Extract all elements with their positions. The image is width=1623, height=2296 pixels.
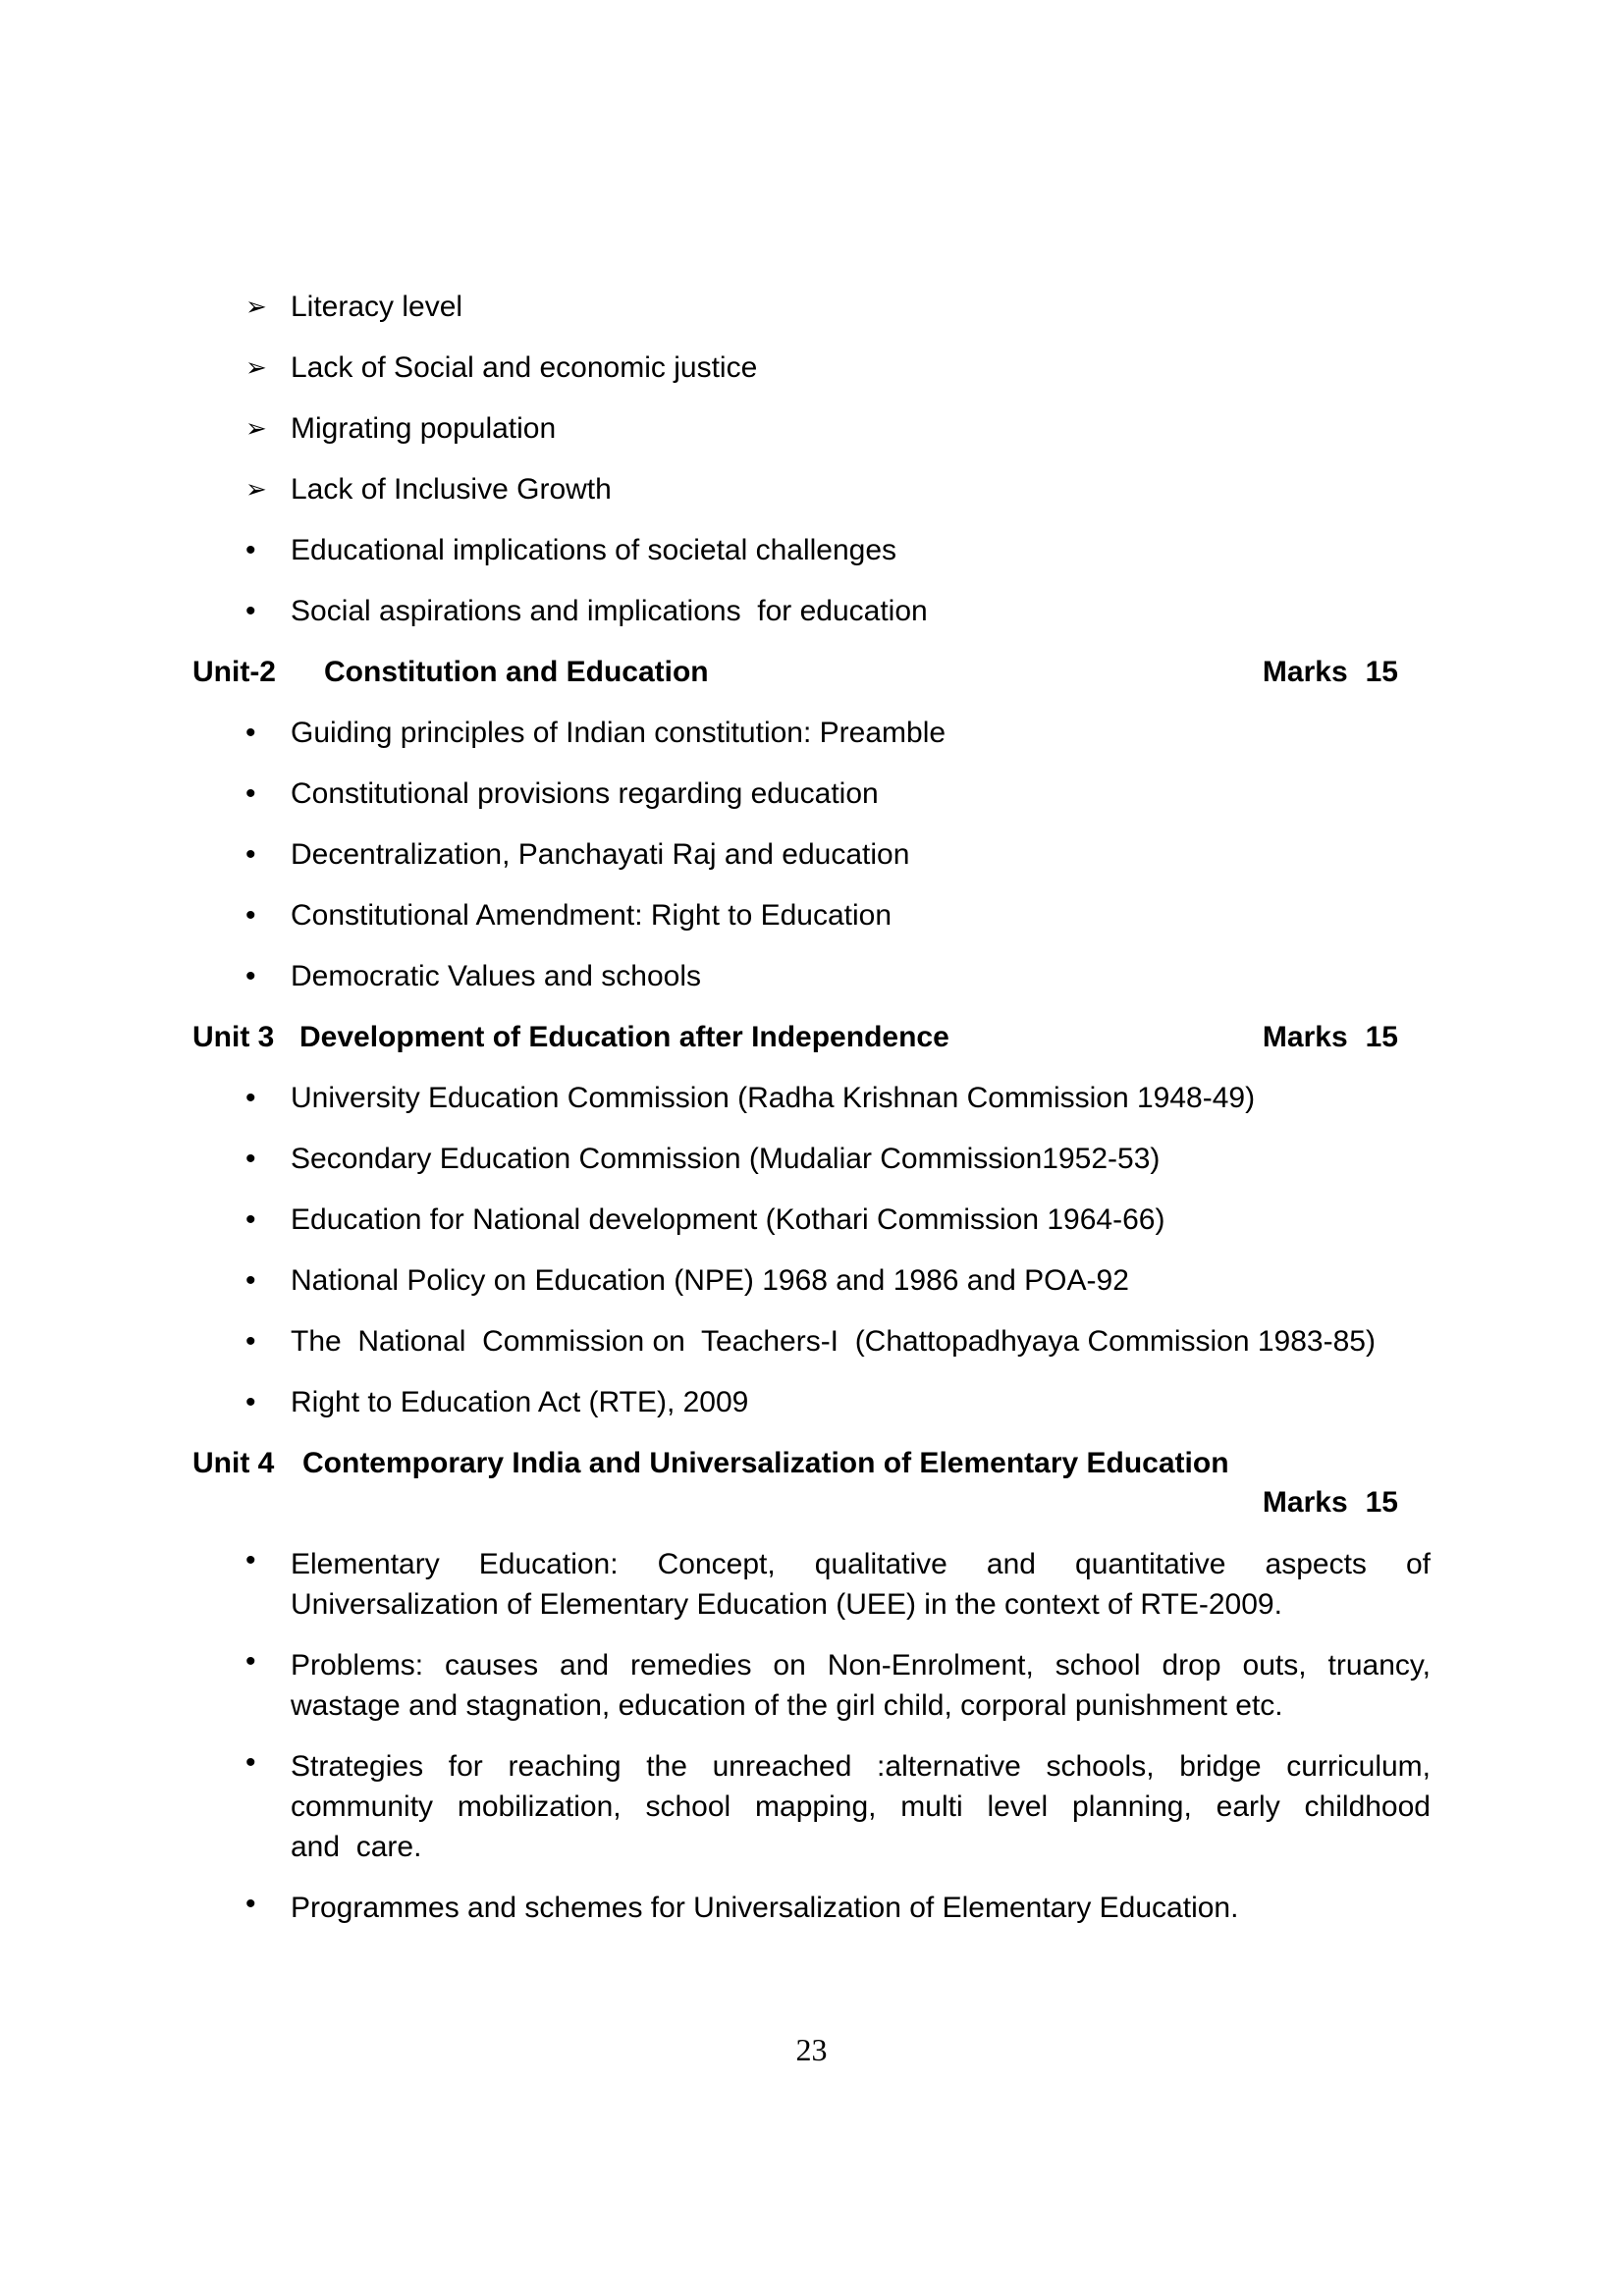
paragraph-line: wastage and stagnation, education of the girl child, corporal punishment etc. <box>291 1689 1283 1722</box>
marks-label: Marks <box>1262 1486 1348 1519</box>
list-item-text: Constitutional provisions regarding education <box>291 777 879 810</box>
arrow-list <box>192 288 1431 509</box>
list-item <box>192 348 1431 388</box>
dot-bullet-icon: • <box>245 1203 256 1236</box>
list-item <box>192 1079 1431 1118</box>
list-item-text: Lack of Social and economic justice <box>291 351 758 384</box>
intro-bullet-list <box>192 531 1431 631</box>
page-number: 23 <box>795 2032 828 2067</box>
dot-bullet-icon: • <box>245 1645 256 1678</box>
unit2-heading <box>192 653 1431 692</box>
list-item <box>192 1645 1431 1726</box>
dot-bullet-icon: • <box>245 1264 256 1297</box>
marks-value: 15 <box>1365 1486 1398 1519</box>
dot-bullet-icon: • <box>245 1143 256 1175</box>
list-item-text: Educational implications of societal challenges <box>291 534 897 566</box>
dot-bullet-icon: • <box>245 1544 256 1576</box>
list-item <box>192 774 1431 814</box>
paragraph <box>291 1645 1431 1726</box>
list-item <box>192 288 1431 327</box>
list-item-text: Right to Education Act (RTE), 2009 <box>291 1386 749 1418</box>
dot-bullet-icon: • <box>245 717 256 749</box>
list-item-text: Migrating population <box>291 412 557 445</box>
unit-title: Constitution and Education <box>324 656 709 688</box>
unit4-heading <box>192 1444 1431 1483</box>
arrow-bullet-icon: ➢ <box>245 414 267 444</box>
list-item-text: University Education Commission (Radha Krishnan Commission 1948-49) <box>291 1082 1256 1114</box>
dot-bullet-icon: • <box>245 1888 256 1920</box>
unit3-bullet-list <box>192 1079 1431 1422</box>
list-item-text: Constitutional Amendment: Right to Education <box>291 899 893 932</box>
paragraph-line: Problems: causes and remedies on Non-Enrolment, school drop outs, truancy, <box>291 1649 1431 1682</box>
unit3-heading-left <box>192 1018 949 1057</box>
unit2-heading-left <box>192 653 709 692</box>
list-item <box>192 1322 1431 1362</box>
list-item <box>192 1383 1431 1422</box>
list-item <box>192 1140 1431 1179</box>
paragraph-line: Programmes and schemes for Universalization of Elementary Education. <box>291 1892 1239 1924</box>
unit2-marks <box>1263 653 1398 692</box>
list-item-text: Decentralization, Panchayati Raj and education <box>291 838 910 871</box>
list-item <box>192 1544 1431 1625</box>
list-item-text: National Policy on Education (NPE) 1968 and 1986 and POA-92 <box>291 1264 1129 1297</box>
dot-bullet-icon: • <box>245 1386 256 1418</box>
dot-bullet-icon: • <box>245 595 256 627</box>
paragraph <box>291 1544 1431 1625</box>
marks-value: 15 <box>1365 1021 1398 1053</box>
list-item <box>192 592 1431 631</box>
dot-bullet-icon: • <box>245 1325 256 1358</box>
marks-label: Marks <box>1262 1021 1348 1053</box>
list-item <box>192 1201 1431 1240</box>
dot-bullet-icon: • <box>245 899 256 932</box>
unit-title: Contemporary India and Universalization of Elementary Education <box>302 1447 1229 1479</box>
unit4-marks-line <box>192 1483 1431 1522</box>
paragraph-line: Strategies for reaching the unreached :alternative schools, bridge curriculum, <box>291 1750 1431 1783</box>
unit3-heading <box>192 1018 1431 1057</box>
dot-bullet-icon: • <box>245 777 256 810</box>
paragraph <box>291 1746 1431 1867</box>
unit4-heading-left <box>192 1444 1229 1483</box>
dot-bullet-icon: • <box>245 1746 256 1779</box>
list-item <box>192 1261 1431 1301</box>
paragraph-line: community mobilization, school mapping, multi level planning, early childhood <box>291 1790 1431 1823</box>
page-content <box>192 288 1431 1949</box>
dot-bullet-icon: • <box>245 1082 256 1114</box>
list-item-text: Literacy level <box>291 291 463 323</box>
list-item <box>192 409 1431 449</box>
list-item <box>192 1888 1431 1928</box>
arrow-bullet-icon: ➢ <box>245 293 267 322</box>
paragraph <box>291 1888 1431 1928</box>
list-item <box>192 531 1431 570</box>
unit-label: Unit 3 <box>192 1021 275 1053</box>
dot-bullet-icon: • <box>245 960 256 992</box>
unit-label: Unit 4 <box>192 1447 275 1479</box>
unit-label: Unit-2 <box>192 656 276 688</box>
arrow-bullet-icon: ➢ <box>245 353 267 383</box>
arrow-bullet-icon: ➢ <box>245 475 267 505</box>
list-item <box>192 714 1431 753</box>
paragraph-line: Universalization of Elementary Education (UEE) in the context of RTE-2009. <box>291 1588 1282 1621</box>
unit2-bullet-list <box>192 714 1431 996</box>
list-item <box>192 835 1431 875</box>
list-item-text: Social aspirations and implications for education <box>291 595 928 627</box>
list-item <box>192 470 1431 509</box>
unit4-marks <box>1263 1483 1398 1522</box>
dot-bullet-icon: • <box>245 534 256 566</box>
list-item <box>192 1746 1431 1867</box>
list-item <box>192 957 1431 996</box>
list-item-text: Lack of Inclusive Growth <box>291 473 612 506</box>
unit-title: Development of Education after Independence <box>299 1021 949 1053</box>
marks-label: Marks <box>1262 656 1348 688</box>
list-item <box>192 896 1431 935</box>
list-item-text: Education for National development (Kothari Commission 1964-66) <box>291 1203 1165 1236</box>
list-item-text: Secondary Education Commission (Mudaliar Commission1952-53) <box>291 1143 1161 1175</box>
dot-bullet-icon: • <box>245 838 256 871</box>
list-item-text: Guiding principles of Indian constitution: Preamble <box>291 717 947 749</box>
paragraph-line: and care. <box>291 1831 422 1863</box>
marks-value: 15 <box>1365 656 1398 688</box>
unit4-paragraph-list <box>192 1544 1431 1928</box>
paragraph-line: Elementary Education: Concept, qualitative and quantitative aspects of <box>291 1548 1431 1580</box>
list-item-text: The National Commission on Teachers-I (Chattopadhyaya Commission 1983-85) <box>291 1325 1376 1358</box>
unit3-marks <box>1263 1018 1398 1057</box>
list-item-text: Democratic Values and schools <box>291 960 701 992</box>
